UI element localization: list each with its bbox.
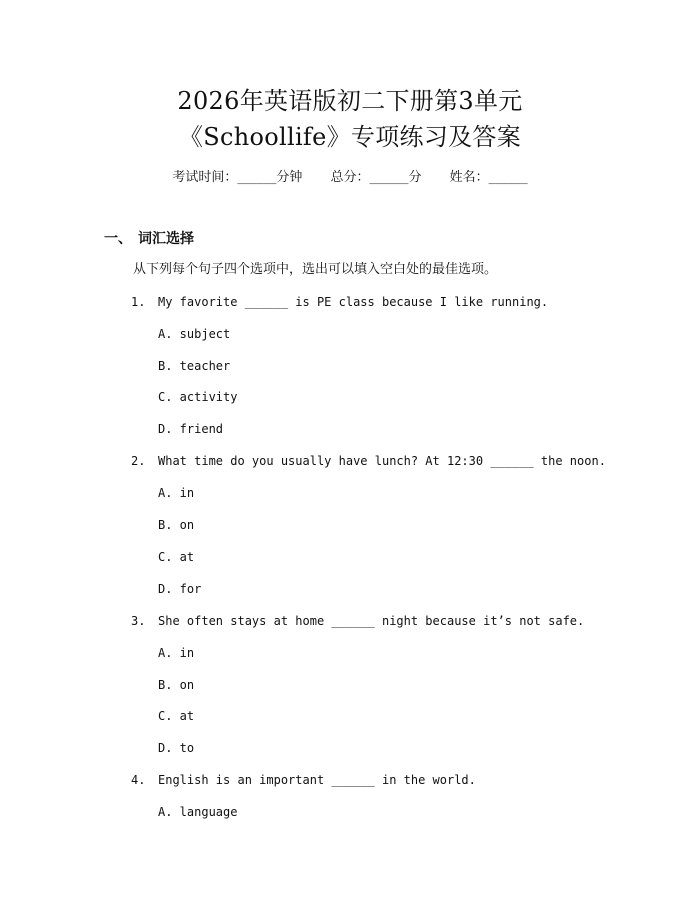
name-field: 姓名：______ <box>449 170 528 185</box>
title-line-1: 2026年英语版初二下册第3单元 <box>177 87 523 115</box>
section-number: 一、 <box>104 231 132 247</box>
option-a: A. language <box>158 805 238 819</box>
total-score-field: 总分：______分 <box>330 170 422 185</box>
question-text: What time do you usually have lunch? At 12:30 ______ the noon. <box>158 454 606 468</box>
question-text: English is an important ______ in the world. <box>158 773 476 787</box>
option-d: D. to <box>158 741 195 755</box>
option-a: A. in <box>158 486 195 500</box>
question-text: My favorite ______ is PE class because I like running. <box>158 295 549 309</box>
option-d: D. friend <box>158 422 224 436</box>
question-number: 3. <box>131 614 146 628</box>
option-b: B. teacher <box>158 359 231 373</box>
section-title: 词汇选择 <box>138 231 194 247</box>
title-line-2: 《Schoollife》专项练习及答案 <box>178 123 522 151</box>
exam-info <box>0 168 700 188</box>
option-d: D. for <box>158 582 202 596</box>
instruction-text: 从下列每个句子四个选项中，选出可以填入空白处的最佳选项。 <box>133 262 498 277</box>
option-c: C. at <box>158 709 195 723</box>
option-c: C. activity <box>158 390 238 404</box>
option-a: A. subject <box>158 327 231 341</box>
question-text: She often stays at home ______ night because it’s not safe. <box>158 614 585 628</box>
option-b: B. on <box>158 678 195 692</box>
option-b: B. on <box>158 518 195 532</box>
question-number: 4. <box>131 773 146 787</box>
section-heading <box>104 229 194 249</box>
question-number: 2. <box>131 454 146 468</box>
option-a: A. in <box>158 646 195 660</box>
exam-time-field: 考试时间：______分钟 <box>172 170 303 185</box>
question-number: 1. <box>131 295 146 309</box>
option-c: C. at <box>158 550 195 564</box>
